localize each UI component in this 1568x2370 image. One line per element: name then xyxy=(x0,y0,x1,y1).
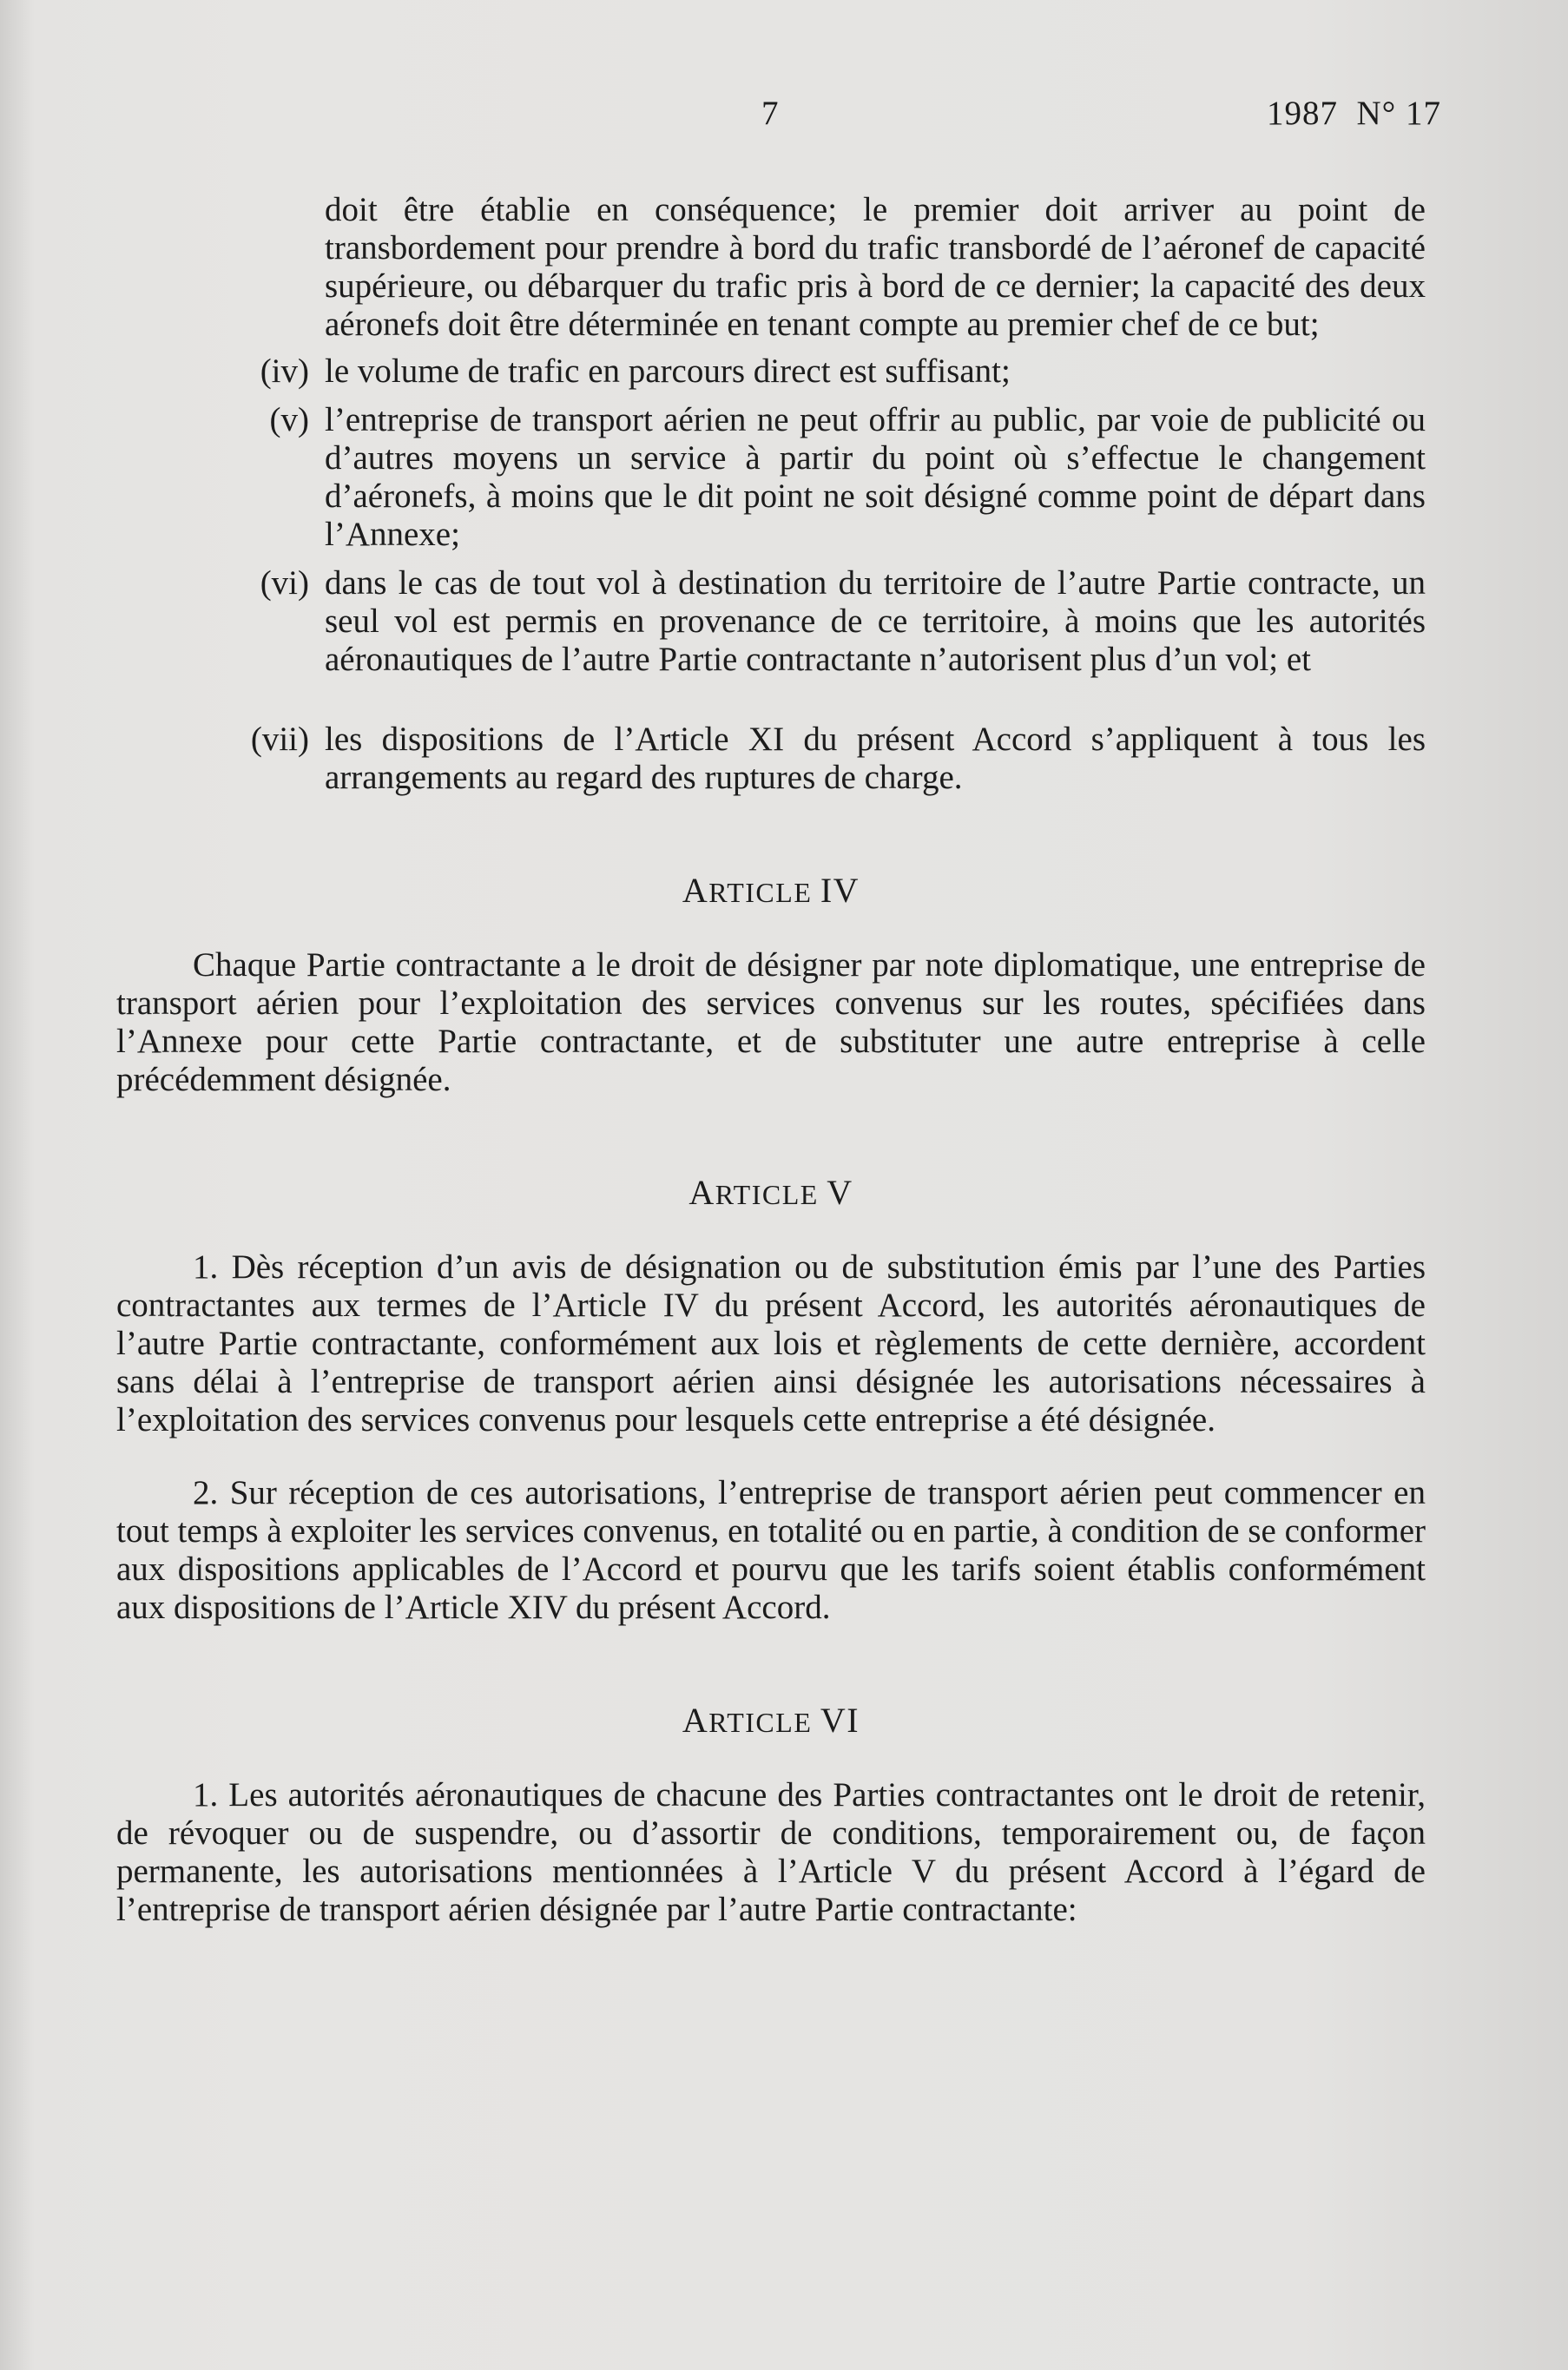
page-header xyxy=(0,87,1568,139)
list-item-iv xyxy=(116,352,1426,391)
list-text: le volume de trafic en parcours direct est suffisant; xyxy=(325,352,1011,390)
article-v-heading: ARTICLE V xyxy=(688,1173,853,1212)
continued-paragraph: doit être établie en conséquence; le premier doit arriver au point de transbordement pour prendre à bord du trafic transbordé de l’aéronef de capacité supérieure, ou débarquer du trafic pris à bord de ce dernier; la capacité des deux aéronefs doit être déterminée en tenant compte au premier chef de ce but; xyxy=(325,191,1426,343)
article-vi-paragraph-1: 1. Les autorités aéronautiques de chacune des Parties contractantes ont le droit de retenir, de révoquer ou de suspendre, ou d’assortir de conditions, temporairement ou, de façon permanente, les autorisations mentionnées à l’Article V du présent Accord à l’égard de l’entreprise de transport aérien désignée par l’autre Partie contractante: xyxy=(116,1776,1426,1928)
article-v-paragraph-1: 1. Dès réception d’un avis de désignation ou de substitution émis par l’une des Parties contractantes aux termes de l’Article IV du présent Accord, les autorités aéronautiques de l’autre Partie contractante, conformément aux lois et règlements de cette dernière, accordent sans délai à l’entreprise de transport aérien ainsi désignée les autorisations nécessaires à l’exploitation des services convenus pour lesquels cette entreprise a été désignée. xyxy=(116,1248,1426,1438)
list-text: dans le cas de tout vol à destination du territoire de l’autre Partie contracte, un seul vol est permis en provenance de ce territoire, à moins que les autorités aéronautiques de l’autre Partie contractante n’autorisent plus d’un vol; et xyxy=(325,564,1426,678)
document-body xyxy=(116,191,1426,1964)
article-iv-heading: ARTICLE IV xyxy=(682,871,860,910)
list-label: (vi) xyxy=(260,564,309,602)
article-v-paragraph-2: 2. Sur réception de ces autorisations, l’entreprise de transport aérien peut commencer en tout temps à exploiter les services convenus, en totalité ou en partie, à condition de se conformer aux dispositions applicables de l’Accord et pourvu que les tarifs soient établis conformément aux dispositions de l’Article XIV du présent Accord. xyxy=(116,1474,1426,1626)
list-text: les dispositions de l’Article XI du présent Accord s’appliquent à tous les arrangements au regard des ruptures de charge. xyxy=(325,721,1426,796)
list-item-vii xyxy=(116,721,1426,797)
list-label: (vii) xyxy=(250,721,309,758)
year-and-number: 1987 N° 17 xyxy=(1266,95,1441,132)
list-label: (iv) xyxy=(260,352,309,390)
article-iv-text: Chaque Partie contractante a le droit de désigner par note diplomatique, une entreprise de transport aérien pour l’exploitation des services convenus sur les routes, spécifiées dans l’Annexe pour cette Partie contractante, et de substituter une autre entreprise à celle précédemment désignée. xyxy=(116,946,1426,1098)
article-vi-heading: ARTICLE VI xyxy=(682,1701,860,1740)
list-label: (v) xyxy=(269,401,309,438)
list-item-v xyxy=(116,401,1426,554)
list-item-vi xyxy=(116,564,1426,679)
page-number: 7 xyxy=(761,95,779,132)
list-text: l’entreprise de transport aérien ne peut offrir au public, par voie de publicité ou d’autres moyens un service à partir du point où s’effectue le changement d’aéronefs, à moins que le dit point ne soit désigné comme point de départ dans l’Annexe; xyxy=(325,401,1426,553)
